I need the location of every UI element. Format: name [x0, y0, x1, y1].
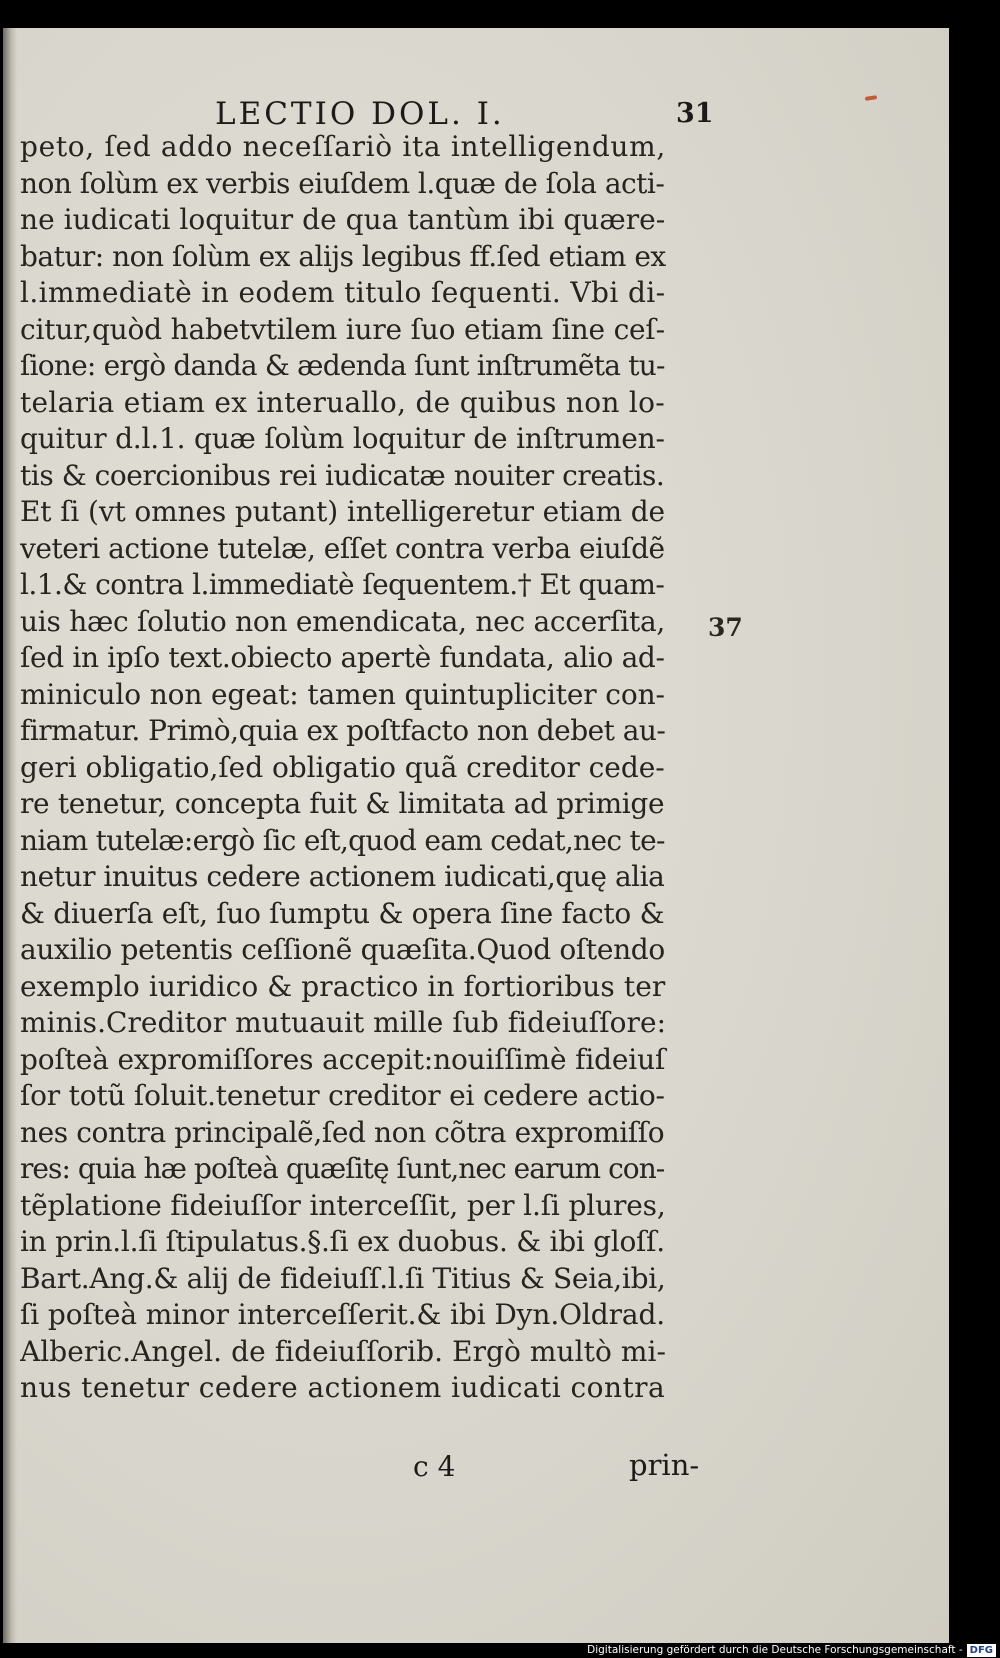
text-line: poſteà expromiſſores accepit:nouiſſimè fideiuſ: [20, 1042, 666, 1076]
folio-number: 31: [676, 98, 714, 129]
text-line: tẽplatione fideiuſſor interceſſit, per l.ſi plures,: [20, 1188, 666, 1222]
body-text: [20, 129, 710, 1407]
dfg-logo: DFG: [967, 1644, 996, 1657]
text-line: l.immediatè in eodem titulo ſequenti. Vbi di-: [20, 276, 666, 309]
text-line: tis & coercionibus rei iudicatæ nouiter creatis.: [20, 458, 665, 492]
text-line: in prin.l.ſi ſtipulatus.§.ſi ex duobus. & ibi gloſſ.: [20, 1225, 665, 1258]
text-line: quitur d.l.1. quæ ſolùm loquitur de inſtrumen-: [20, 422, 665, 455]
text-line: peto, ſed addo neceſſariò ita intelligendum,: [20, 130, 666, 163]
text-line: & diuerſa eſt, ſuo ſumptu & opera ſine facto &: [20, 896, 665, 930]
text-line: non ſolùm ex verbis eiuſdem l.quæ de ſola acti-: [20, 166, 665, 200]
text-line: veteri actione tutelæ, eſſet contra verba eiuſdẽ: [20, 531, 665, 565]
running-title: LECTIO DOL. I.: [215, 96, 505, 132]
text-line: Bart.Ang.& alij de fideiuſſ.l.ſi Titius & Seia,ibi,: [20, 1261, 666, 1295]
paper-stain: [865, 95, 877, 101]
text-line: nus tenetur cedere actionem iudicati contra: [20, 1371, 666, 1404]
text-line: telaria etiam ex interuallo, de quibus non lo-: [20, 385, 665, 419]
signature-mark: c 4: [413, 1450, 456, 1483]
digitization-footer: [0, 1643, 1000, 1658]
text-line: Et ſi (vt omnes putant) intelligeretur etiam de: [20, 495, 665, 528]
text-line: geri obligatio,ſed obligatio quã creditor cede-: [20, 750, 665, 784]
text-line: netur inuitus cedere actionem iudicati,quę alia: [20, 860, 665, 893]
text-line: nes contra principalẽ,ſed non cõtra expromiſſo: [20, 1115, 665, 1149]
text-line: ſione: ergò danda & ædenda ſunt inſtrumẽta tu-: [20, 349, 665, 382]
text-line: auxilio petentis ceſſionẽ quæſita.Quod oſtendo: [20, 933, 665, 966]
text-line: l.1.& contra l.immediatè ſequentem.† Et quam-: [20, 568, 665, 601]
text-line: res: quia hæ poſteà quæſitę ſunt,nec earum con-: [20, 1152, 665, 1185]
text-line: ſor totũ ſoluit.tenetur creditor ei cedere actio-: [20, 1079, 665, 1112]
text-line: citur,quòd habetvtilem iure ſuo etiam ſine ceſ-: [20, 312, 665, 346]
text-line: ſed in ipſo text.obiecto apertè fundata, alio ad-: [20, 641, 665, 674]
book-page: [3, 28, 949, 1648]
text-line: re tenetur, concepta fuit & limitata ad primige: [20, 787, 665, 820]
text-line: batur: non ſolùm ex alijs legibus ff.ſed etiam ex: [20, 239, 666, 273]
marginal-note: 37: [708, 613, 743, 642]
text-line: ſi poſteà minor interceſſerit.& ibi Dyn.Oldrad.: [20, 1298, 666, 1331]
text-line: firmatur. Primò,quia ex poſtfacto non debet au-: [20, 714, 666, 747]
catchword: prin-: [629, 1448, 700, 1482]
text-line: exemplo iuridico & practico in fortioribus ter: [20, 969, 666, 1003]
text-line: minis.Creditor mutuauit mille ſub fideiuſſore:: [20, 1006, 667, 1039]
text-line: miniculo non egeat: tamen quintupliciter con-: [20, 677, 665, 711]
text-line: Alberic.Angel. de fideiuſſorib. Ergò multò mi-: [20, 1334, 667, 1368]
page-gutter-shadow: [3, 28, 17, 1648]
text-line: niam tutelæ:ergò ſic eſt,quod eam cedat,nec te-: [20, 823, 665, 857]
text-line: uis hæc ſolutio non emendicata, nec accerſita,: [20, 604, 666, 638]
text-line: ne iudicati loquitur de qua tantùm ibi quære-: [20, 203, 666, 236]
footer-credit: Digitalisierung gefördert durch die Deutsche Forschungsgemeinschaft -: [587, 1644, 963, 1656]
